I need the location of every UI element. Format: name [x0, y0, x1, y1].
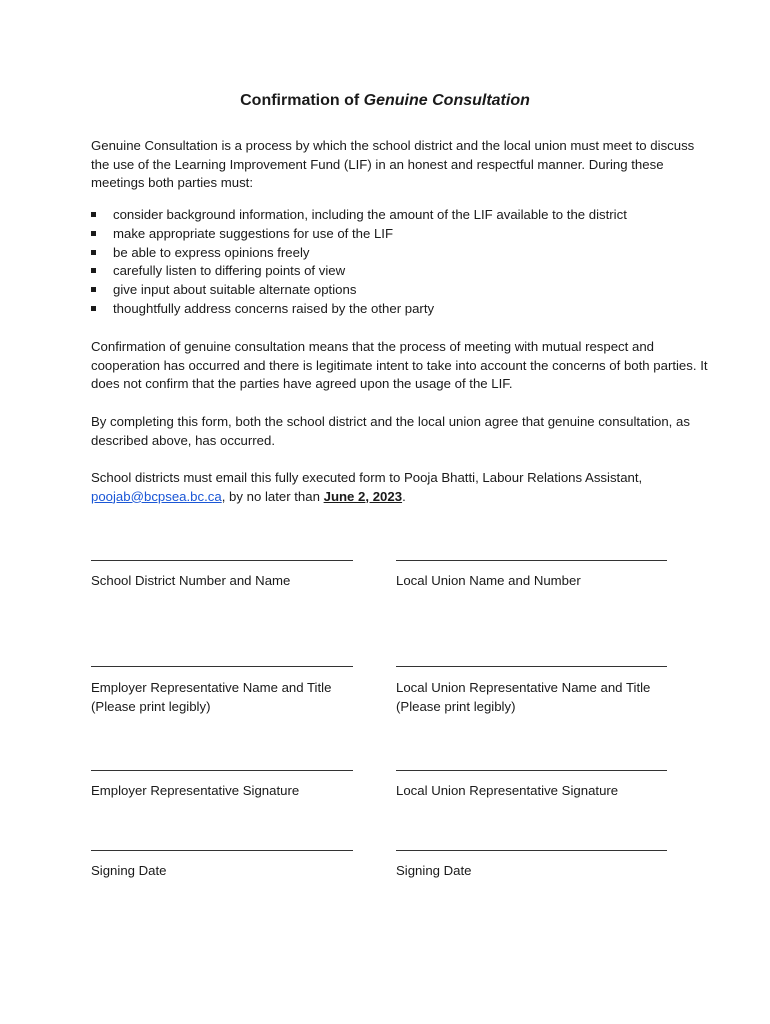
employer-rep-name-label-line-2: (Please print legibly): [91, 698, 211, 714]
deadline-date: June 2, 2023: [323, 488, 403, 504]
bullet-square-icon: [91, 212, 96, 217]
school-district-field-label: School District Number and Name: [91, 573, 291, 588]
union-signature-field-line[interactable]: [396, 770, 667, 772]
union-rep-name-label-line-1: Local Union Representative Name and Title: [396, 680, 651, 695]
title-part-2: Genuine Consultation: [363, 92, 530, 109]
list-item: [91, 262, 711, 281]
employer-signature-field-label: Employer Representative Signature: [91, 783, 300, 798]
list-item: [91, 300, 711, 319]
list-item: [91, 281, 711, 300]
list-item-text: consider background information, including the amount of the LIF available to the district: [113, 207, 627, 222]
school-district-field-line[interactable]: [91, 560, 353, 562]
employer-signing-date-field-label: Signing Date: [91, 863, 167, 878]
list-item-text: make appropriate suggestions for use of the LIF: [113, 225, 394, 241]
employer-rep-name-field-line[interactable]: [91, 666, 353, 668]
union-rep-name-field-line[interactable]: [396, 666, 667, 668]
submission-suffix: .: [402, 488, 406, 504]
agreement-paragraph: By completing this form, both the school district and the local union agree that genuine consultation, as described above, has occurred.: [91, 414, 690, 448]
title-part-1: Confirmation of: [240, 92, 364, 109]
bullet-square-icon: [91, 250, 96, 255]
employer-signing-date-field-line[interactable]: [91, 850, 353, 852]
union-signature-field-label: Local Union Representative Signature: [396, 783, 619, 798]
submission-paragraph: [91, 469, 711, 506]
union-rep-name-label-line-2: (Please print legibly): [396, 698, 516, 714]
union-signing-date-field-line[interactable]: [396, 850, 667, 852]
submission-prefix: School districts must email this fully executed form to Pooja Bhatti, Labour Relations Assistant,: [91, 470, 643, 485]
intro-paragraph: Genuine Consultation is a process by which the school district and the local union must meet to discuss the use of the Learning Improvement Fund (LIF) in an honest and respectful manner. During these meetings both parties must:: [91, 138, 695, 191]
union-rep-name-field-label: [396, 679, 686, 716]
bullet-square-icon: [91, 231, 96, 236]
list-item-text: carefully listen to differing points of view: [113, 263, 346, 279]
page-title: [0, 92, 770, 110]
list-item: [91, 244, 711, 263]
list-item: [91, 225, 711, 244]
bullet-square-icon: [91, 287, 96, 292]
employer-rep-name-label-line-1: Employer Representative Name and Title: [91, 680, 332, 695]
list-item-text: give input about suitable alternate options: [113, 282, 357, 298]
local-union-field-label: Local Union Name and Number: [396, 573, 581, 588]
union-signing-date-field-label: Signing Date: [396, 863, 472, 878]
employer-signature-field-line[interactable]: [91, 770, 353, 772]
confirmation-paragraph: Confirmation of genuine consultation means that the process of meeting with mutual respect and cooperation has occurred and there is legitimate intent to take into account the concerns of both parties. It does not confirm that the parties have agreed upon the usage of the LIF.: [91, 339, 708, 392]
bullet-square-icon: [91, 306, 96, 311]
list-item-text: thoughtfully address concerns raised by the other party: [113, 300, 435, 316]
bullet-square-icon: [91, 268, 96, 273]
list-item-text: be able to express opinions freely: [113, 244, 310, 260]
local-union-field-line[interactable]: [396, 560, 667, 562]
list-item: [91, 206, 711, 225]
consultation-requirements-list: [91, 206, 711, 319]
submission-middle: , by no later than: [221, 488, 324, 504]
email-link[interactable]: poojab@bcpsea.bc.ca: [91, 488, 222, 504]
employer-rep-name-field-label: [91, 679, 381, 716]
